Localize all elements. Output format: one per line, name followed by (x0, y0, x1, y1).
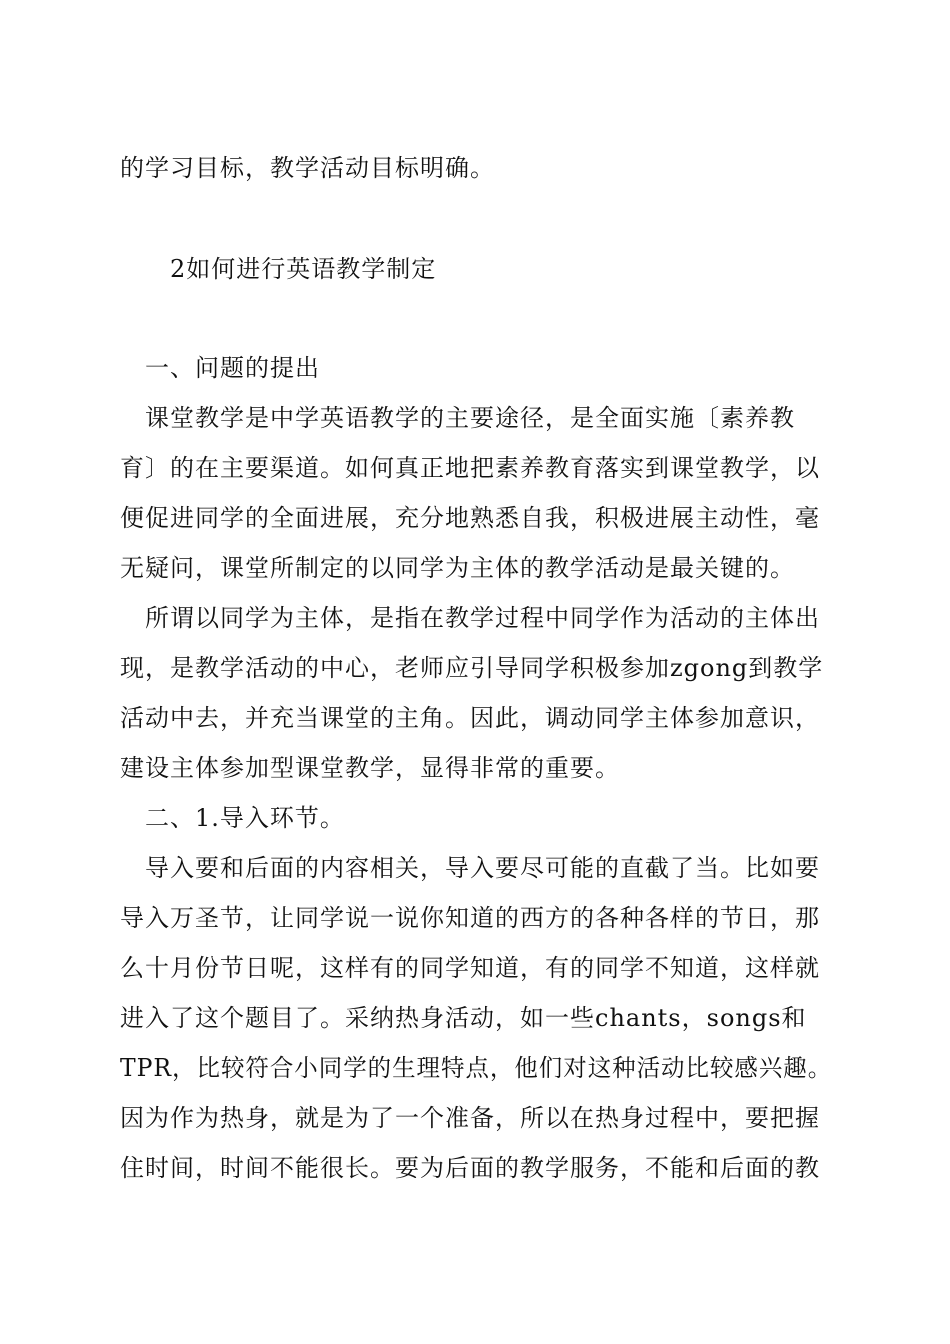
paragraph-line: 育〕的在主要渠道。如何真正地把素养教育落实到课堂教学，以 (120, 454, 820, 482)
paragraph-line: 现，是教学活动的中心，老师应引导同学积极参加zgong到教学 (120, 654, 824, 682)
paragraph-line: 活动中去，并充当课堂的主角。因此，调动同学主体参加意识， (120, 704, 820, 732)
paragraph-line: 建设主体参加型课堂教学，显得非常的重要。 (120, 754, 620, 782)
paragraph-line: 无疑问，课堂所制定的以同学为主体的教学活动是最关键的。 (120, 554, 795, 582)
paragraph-line: 所谓以同学为主体，是指在教学过程中同学作为活动的主体出 (145, 604, 820, 632)
paragraph-line: 么十月份节日呢，这样有的同学知道，有的同学不知道，这样就 (120, 954, 820, 982)
paragraph-line: 便促进同学的全面进展，充分地熟悉自我，积极进展主动性，毫 (120, 504, 820, 532)
subsection-heading: 一、问题的提出 (145, 354, 320, 382)
paragraph-line: 的学习目标，教学活动目标明确。 (120, 154, 495, 182)
paragraph-line: 因为作为热身，就是为了一个准备，所以在热身过程中，要把握 (120, 1104, 820, 1132)
paragraph-line: 导入万圣节，让同学说一说你知道的西方的各种各样的节日，那 (120, 904, 820, 932)
paragraph-line: 课堂教学是中学英语教学的主要途径，是全面实施〔素养教 (145, 404, 795, 432)
paragraph-line: TPR，比较符合小同学的生理特点，他们对这种活动比较感兴趣。 (120, 1054, 833, 1082)
paragraph-line: 进入了这个题目了。采纳热身活动，如一些chants，songs和 (120, 1004, 807, 1032)
paragraph-line: 导入要和后面的内容相关，导入要尽可能的直截了当。比如要 (145, 854, 820, 882)
paragraph-line: 住时间，时间不能很长。要为后面的教学服务，不能和后面的教 (120, 1154, 820, 1182)
section-heading: 2如何进行英语教学制定 (170, 255, 437, 283)
subsection-heading: 二、1.导入环节。 (145, 804, 345, 832)
